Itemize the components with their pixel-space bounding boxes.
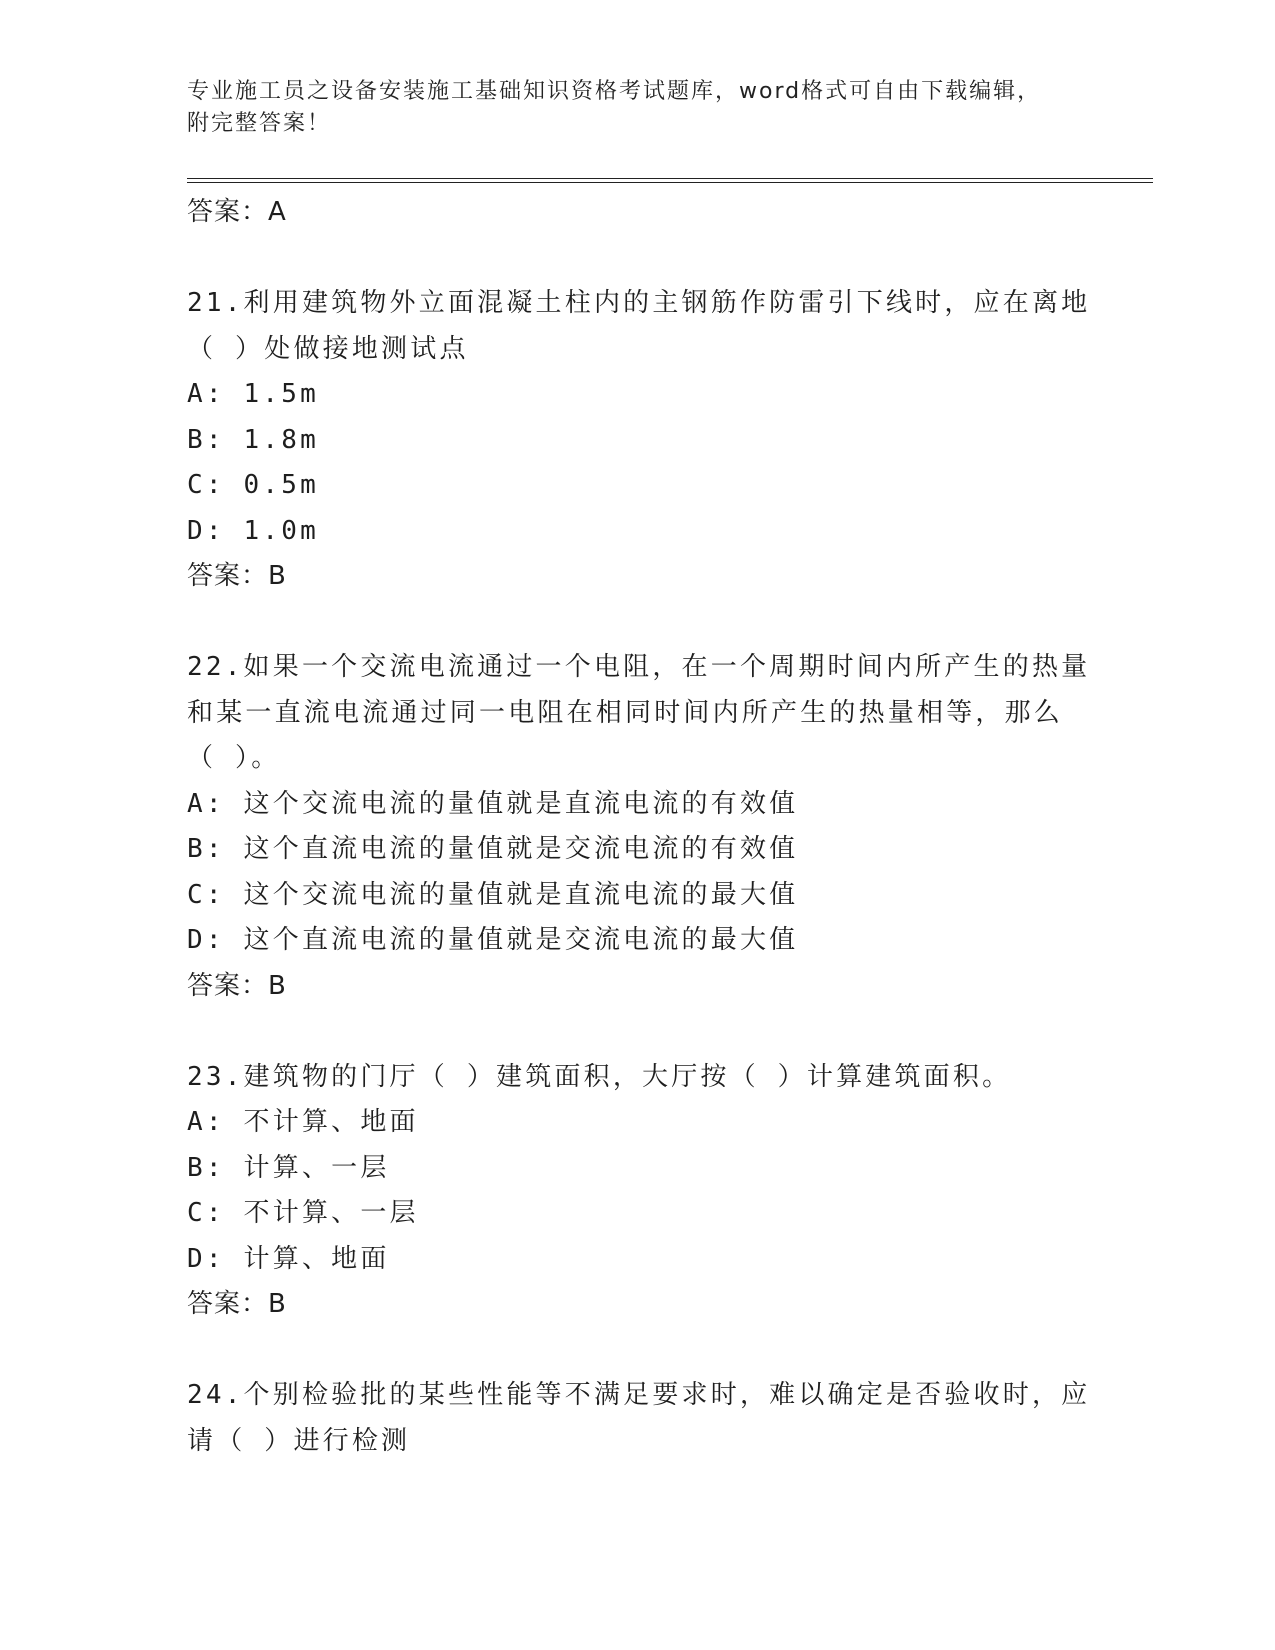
question-block [187,1055,1087,1328]
option-d: D: 这个直流电流的量值就是交流电流的最大值 [187,925,799,955]
answer-line: 答案：B [187,970,287,1001]
option-a: A: 1.5m [187,379,319,409]
spacer [187,600,1087,646]
option-d: D: 计算、地面 [187,1243,390,1274]
question-list [187,190,1091,1464]
option-c: C: 不计算、一层 [187,1198,419,1228]
page-header [187,76,1087,140]
option-d: D: 1.0m [187,515,319,546]
option-a: A: 不计算、地面 [187,1107,419,1137]
question-text: 23.建筑物的门厅（ ）建筑面积，大厅按（ ）计算建筑面积。 [187,1061,1012,1092]
question-text: （ ）处做接地测试点 [187,333,469,364]
answer-line: 答案：B [187,1289,287,1319]
spacer [187,1328,1087,1374]
option-b: B: 这个直流电流的量值就是交流电流的有效值 [187,834,799,864]
question-text: 请（ ）进行检测 [187,1425,411,1456]
answer-line: 答案：A [187,197,287,227]
option-c: C: 0.5m [187,470,319,500]
spacer [187,1009,1087,1055]
question-block [187,645,1091,1009]
answer-line: 答案：B [187,561,287,591]
question-block [187,1373,1091,1464]
question-text: 21.利用建筑物外立面混凝土柱内的主钢筋作防雷引下线时，应在离地 [187,288,1091,318]
header-title-line-1: 专业施工员之设备安装施工基础知识资格考试题库，word格式可自由下载编辑， [187,79,1042,104]
option-b: B: 计算、一层 [187,1152,390,1183]
spacer [187,236,1087,282]
question-block [187,281,1091,600]
header-divider [187,178,1153,183]
question-text: （ ）。 [187,743,281,773]
option-c: C: 这个交流电流的量值就是直流电流的最大值 [187,879,799,910]
option-a: A: 这个交流电流的量值就是直流电流的有效值 [187,788,799,819]
question-text: 和某一直流电流通过同一电阻在相同时间内所产生的热量相等，那么 [187,697,1064,728]
header-title-line-2: 附完整答案！ [187,111,332,136]
question-text: 24.个别检验批的某些性能等不满足要求时，难以确定是否验收时，应 [187,1380,1091,1410]
option-b: B: 1.8m [187,424,319,455]
question-text: 22.如果一个交流电流通过一个电阻，在一个周期时间内所产生的热量 [187,652,1091,682]
